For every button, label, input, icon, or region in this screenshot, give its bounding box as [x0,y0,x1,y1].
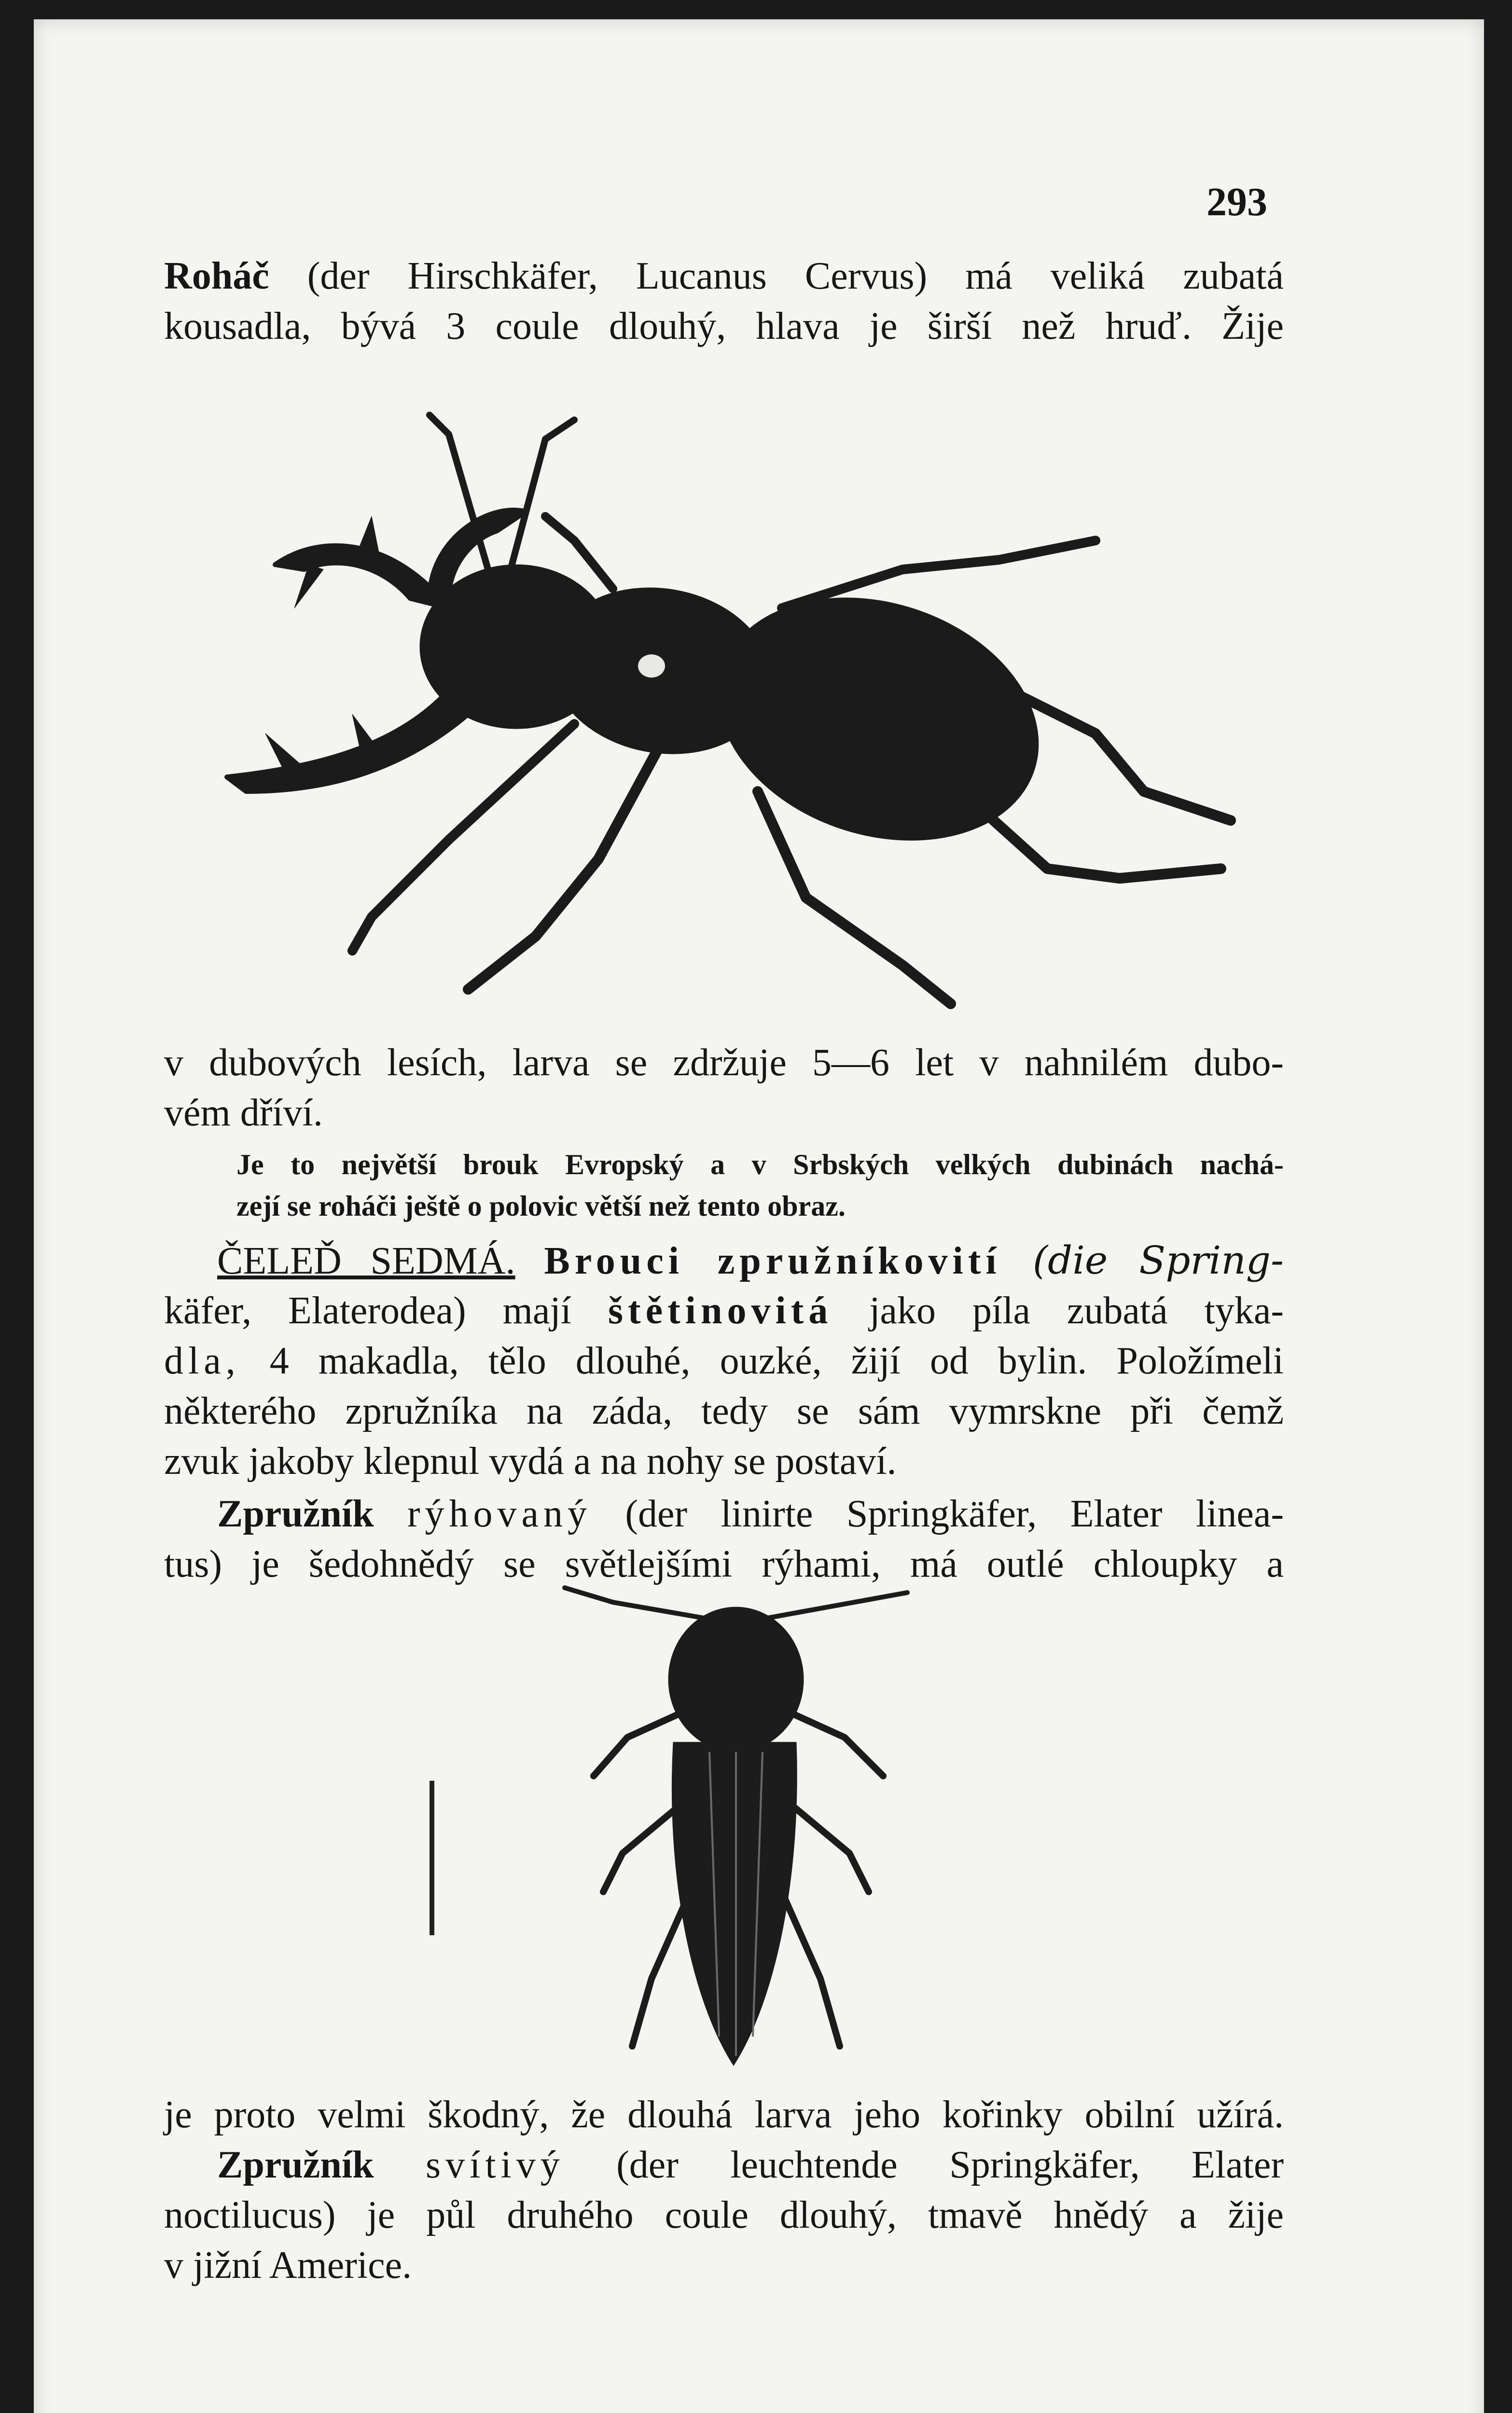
click-beetle-illustration [420,1583,1047,2085]
paragraph-lineatus-line2: tus) je šedohnědý se světlejšími rýhami, má outlé chloupky a [164,1543,1284,1585]
family-name: Brouci zpružníkovití [544,1240,1001,1282]
paragraph-noctilucus-line3: v jižní Americe. [164,2244,412,2287]
paragraph-habitat-line1: v dubových lesích, larva se zdržuje 5—6 let v nahnilém dubo- [164,1041,1284,1084]
paragraph-habitat-line2: vém dříví. [164,1092,323,1134]
paragraph-lucanus-line2: kousadla, bývá 3 coule dlouhý, hlava je širší než hruď. Žije [164,305,1284,347]
term-rohac: Roháč [164,255,269,297]
paragraph-elateridae-line5: zvuk jakoby klepnul vydá a na nohy se postaví. [164,1440,897,1483]
paragraph-elateridae-line3: dla, 4 makadla, tělo dlouhé, ouzké, žijí od bylin. Položímeli [164,1340,1284,1382]
note-line2: zejí se roháči ještě o polovic větší než tento obraz. [236,1190,846,1222]
paragraph-noctilucus-line2: noctilucus) je půl druhého coule dlouhý, tmavě hnědý a žije [164,2194,1284,2236]
paragraph-elateridae-line4: některého zpružníka na záda, tedy se sám vymrskne při čemž [164,1390,1284,1432]
note-line1: Je to největší brouk Evropský a v Srbských velkých dubinách nachá- [236,1149,1284,1180]
paragraph-lineatus-line1: Zpružník rýhovaný (der linirte Springkäfer, Elater linea- [217,1493,1284,1535]
page-number: 293 [1207,180,1267,224]
book-page [34,19,1484,2413]
paragraph-noctilucus-line1: Zpružník svítivý (der leuchtende Springkäfer, Elater [217,2144,1284,2186]
scale-bracket [430,1781,441,1935]
paragraph-damage: je proto velmi škodný, že dlouhá larva jeho kořinky obilní užírá. [164,2094,1284,2136]
paragraph-elateridae-line2: käfer, Elaterodea) mají štětinovitá jako píla zubatá tyka- [164,1290,1284,1332]
stag-beetle-illustration [179,357,1289,1071]
section-heading-line: ČELEĎ SEDMÁ. Brouci zpružníkovití (die Spring- [217,1238,1284,1283]
section-heading: ČELEĎ SEDMÁ. [217,1240,515,1282]
paragraph-lucanus-line1: Roháč (der Hirschkäfer, Lucanus Cervus) má veliká zubatá [164,255,1284,297]
